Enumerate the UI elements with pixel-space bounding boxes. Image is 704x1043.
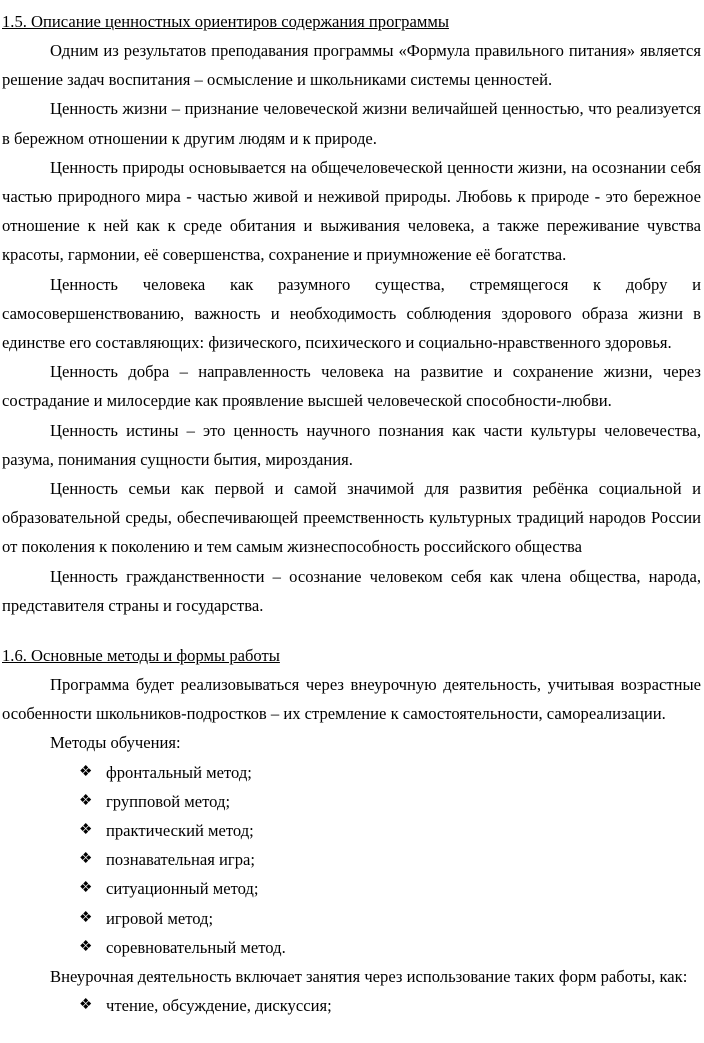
paragraph-methods-intro: Программа будет реализовываться через внеурочную деятельность, учитывая возрастные особенности школьников-подростков – их стремление к самостоятельности, самореализации. [2,675,701,724]
diamond-bullet-icon: ❖ [79,938,93,955]
paragraph-nature-value: Ценность природы основывается на общечеловеческой ценности жизни, на осознании себя частью природного мира - частью живой и неживой природы. Любовь к природе - это бережное отношение к ней как к среде обитания и выживания человека, а также переживание чувства красоты, гармонии, её совершенства, сохранение и приумножение её богатства. [2,157,701,265]
list-item: ❖ ситуационный метод; [2,874,701,903]
section-heading-values: 1.5. Описание ценностных ориентиров содержания программы [2,12,449,31]
paragraph-citizenship-value: Ценность гражданственности – осознание человеком себя как члена общества, народа, представителя страны и государства. [2,566,701,615]
methods-list [2,758,701,962]
diamond-bullet-icon: ❖ [79,880,93,897]
diamond-bullet-icon: ❖ [79,822,93,839]
section-heading-methods: 1.6. Основные методы и формы работы [2,646,280,666]
list-item: ❖ фронтальный метод; [2,758,701,787]
paragraph-family-value: Ценность семьи как первой и самой значимой для развития ребёнка социальной и образовательной среды, обеспечивающей преемственность культурных традиций народов России от поколения к поколению и тем самым жизнеспособность российского общества [2,479,701,557]
list-item: ❖ игровой метод; [2,904,701,933]
diamond-bullet-icon: ❖ [79,997,93,1014]
paragraph-human-value: Ценность человека как разумного существа, стремящегося к добру и самосовершенствованию, важность и необходимость соблюдения здорового образа жизни в единстве его составляющих: физического, психического и социально-нравственного здоровья. [2,274,701,353]
list-item: ❖ чтение, обсуждение, дискуссия; [2,991,701,1020]
paragraph-life-value: Ценность жизни – признание человеческой жизни величайшей ценностью, что реализуется в бережном отношении к другим людям и к природе. [2,99,701,148]
list-item: ❖ соревновательный метод. [2,933,701,962]
diamond-bullet-icon: ❖ [79,763,93,780]
diamond-bullet-icon: ❖ [79,909,93,926]
diamond-bullet-icon: ❖ [79,851,93,868]
list-item: ❖ познавательная игра; [2,845,701,874]
diamond-bullet-icon: ❖ [79,792,93,809]
paragraph-good-value: Ценность добра – направленность человека на развитие и сохранение жизни, через сострадание и милосердие как проявление высшей человеческой способности-любви. [2,362,701,411]
forms-title: Внеурочная деятельность включает занятия через использование таких форм работы, как: [50,967,688,987]
list-item: ❖ практический метод; [2,816,701,845]
list-item: ❖ групповой метод; [2,787,701,816]
methods-title: Методы обучения: [50,733,181,753]
forms-list [2,991,701,1020]
paragraph-intro: Одним из результатов преподавания программы «Формула правильного питания» является решение задач воспитания – осмысление и школьниками системы ценностей. [2,41,701,90]
paragraph-truth-value: Ценность истины – это ценность научного познания как части культуры человечества, разума, понимания сущности бытия, мироздания. [2,420,701,469]
